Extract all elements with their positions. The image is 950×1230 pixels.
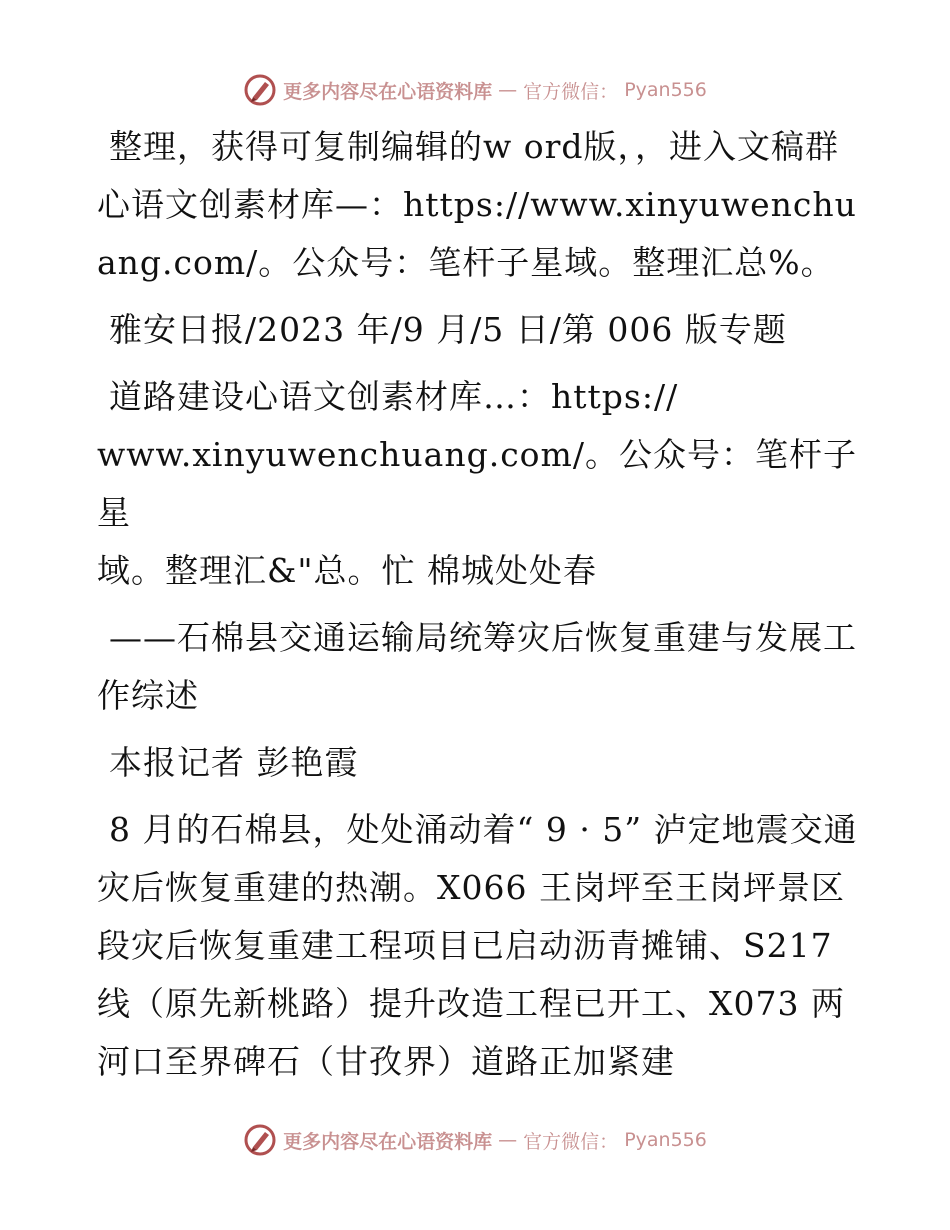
section-line-1: 道路建设心语文创素材库…：https:// xyxy=(109,377,679,416)
document-body xyxy=(97,118,867,1100)
intro-paragraph: 整理，获得可复制编辑的w ord版，，进入文稿群心语文创素材库—：https://www.xinyuwenchuang.com/。公众号：笔杆子星域。整理汇总%。 xyxy=(97,127,857,282)
header-watermark xyxy=(0,70,950,110)
watermark-official-label: 官方微信： xyxy=(523,1130,619,1153)
watermark-wechat-id: Pyan556 xyxy=(624,79,707,101)
section-line-3: 域。整理汇&"总。忙 棉城处处春 xyxy=(97,551,598,590)
watermark-separator: — xyxy=(498,1129,518,1151)
byline: 本报记者 彭艳霞 xyxy=(109,743,359,782)
subtitle-paragraph: ——石棉县交通运输局统筹灾后恢复重建与发展工作综述 xyxy=(97,618,857,715)
pen-circle-logo-icon xyxy=(243,73,277,107)
footer-watermark xyxy=(0,1120,950,1160)
watermark-brand-text: 更多内容尽在心语资料库 xyxy=(283,80,493,103)
publication-line: 雅安日报/2023 年/9 月/5 日/第 006 版专题 xyxy=(109,310,787,349)
watermark-wechat-id: Pyan556 xyxy=(624,1129,707,1151)
watermark-official-label: 官方微信： xyxy=(523,80,619,103)
watermark-separator: — xyxy=(498,79,518,101)
watermark-brand-text: 更多内容尽在心语资料库 xyxy=(283,1130,493,1153)
pen-circle-logo-icon xyxy=(243,1123,277,1157)
section-line-2: www.xinyuwenchuang.com/。公众号：笔杆子星 xyxy=(97,435,857,532)
body-paragraph: 8 月的石棉县，处处涌动着“ 9 · 5” 泸定地震交通灾后恢复重建的热潮。X066 王岗坪至王岗坪景区段灾后恢复重建工程项目已启动沥青摊铺、S217 线（原先新桃路）提升改造工程已开工、X073 两河口至界碑石（甘孜界）道路正加紧建 xyxy=(97,810,858,1081)
